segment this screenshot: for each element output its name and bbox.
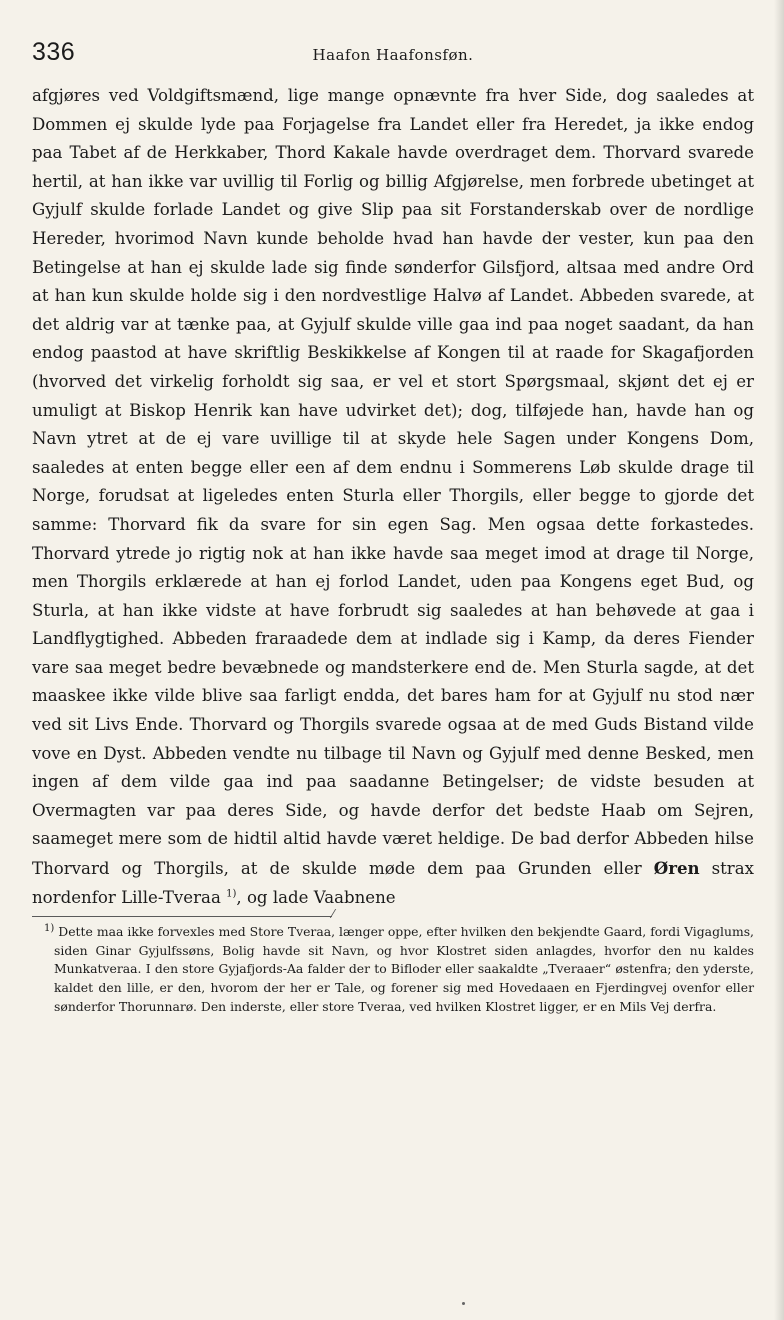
- footnote: [44, 923, 754, 1016]
- page-header: [32, 28, 754, 70]
- paragraph-tail: , og lade Vaabnene: [236, 887, 396, 907]
- footnote-paragraph: [44, 923, 754, 1016]
- printing-dot: [462, 1302, 465, 1305]
- page-number: 336: [32, 38, 76, 66]
- footnote-separator: [32, 907, 335, 922]
- running-head: Haafon Haafonsføn.: [312, 46, 474, 64]
- paragraph-text-continued: strax nordenfor Lille-Tveraa: [32, 859, 754, 907]
- footnote-text: Dette maa ikke forvexles med Store Tveraa, længer oppe, efter hvilken den bekjendte Gaard, fordi Vigaglums, siden Ginar Gyjulfssøns, Bolig havde sit Navn, og hvor Klostret siden anlagdes, hvorfor den nu kaldes Munkatveraa. I den store Gyjafjords-Aa falder der to Bifloder eller saakaldte „Tveraaer“ østenfra; den yderste, kaldet den lille, er den, hvorom der her er Tale, og forener sig med Hovedaaen en Fjerdingvej ovenfor eller sønderfor Thorunnarø. Den inderste, eller store Tveraa, ved hvilken Klostret ligger, er en Mils Vej derfra.: [54, 924, 754, 1014]
- paragraph-text: afgjøres ved Voldgiftsmænd, lige mange opnævnte fra hver Side, dog saaledes at Dommen ej skulde lyde paa Forjagelse fra Landet eller fra Heredet, ja ikke endog paa Tabet af de Herkkaber, Thord Kakale havde overdraget dem. Thorvard svarede hertil, at han ikke var uvillig til Forlig og billig Afgjørelse, men forbrede ubetinget at Gyjulf skulde forlade Landet og give Slip paa sit Forstanderskab over de nordlige Hereder, hvorimod Navn kunde beholde hvad han havde der vester, kun paa den Betingelse at han ej skulde lade sig finde sønderfor Gilsfjord, altsaa med andre Ord at han kun skulde holde sig i den nordvestlige Halvø af Landet. Abbeden svarede, at det aldrig var at tænke paa, at Gyjulf skulde ville gaa ind paa noget saadant, da han endog paastod at have skriftlig Beskikkelse af Kongen til at raade for Skagafjorden (hvorved det virkelig forholdt sig saa, er vel et stort Spørgsmaal, skjønt det ej er umuligt at Biskop Henrik kan have udvirket det); dog, tilføjede han, havde han og Navn ytret at de ej vare uvillige til at skyde hele Sagen under Kongens Dom, saaledes at enten begge eller een af dem endnu i Sommerens Løb skulde drage til Norge, forudsat at ligeledes enten Sturla eller Thorgils, eller begge to gjorde det samme: Thorvard fik da svare for sin egen Sag. Men ogsaa dette forkastedes. Thorvard ytrede jo rigtig nok at han ikke havde saa meget imod at drage til Norge, men Thorgils erklærede at han ej forlod Landet, uden paa Kongens eget Bud, og Sturla, at han ikke vidste at have forbrudt sig saaledes at han behøvede at gaa i Landflygtighed. Abbeden fraraadede dem at indlade sig i Kamp, da deres Fiender vare saa meget bedre bevæbnede og mandsterkere end de. Men Sturla sagde, at det maaskee ikke vilde blive saa farligt endda, det bares ham for at Gyjulf nu stod nær ved sit Livs Ende. Thorvard og Thorgils svarede ogsaa at de med Guds Bistand vilde vove en Dyst. Abbeden vendte nu tilbage til Navn og Gyjulf med denne Besked, men ingen af dem vilde gaa ind paa saadanne Betingelser; de vidste besuden at Overmagten var paa deres Side, og havde derfor det bedste Haab om Sejren, saameget mere som de hidtil altid havde været heldige. De bad derfor Abbeden hilse Thorvard og Thorgils, at de skulde møde dem paa Grunden eller: [32, 86, 754, 879]
- footnote-marker: 1): [44, 923, 55, 935]
- page-edge-shadow: [774, 0, 784, 1320]
- place-name-oren: Øren: [653, 858, 700, 879]
- separator-mark: ⁄: [332, 907, 335, 922]
- main-paragraph: [32, 82, 754, 912]
- body-text: [32, 82, 754, 912]
- footnote-reference: 1): [226, 888, 237, 900]
